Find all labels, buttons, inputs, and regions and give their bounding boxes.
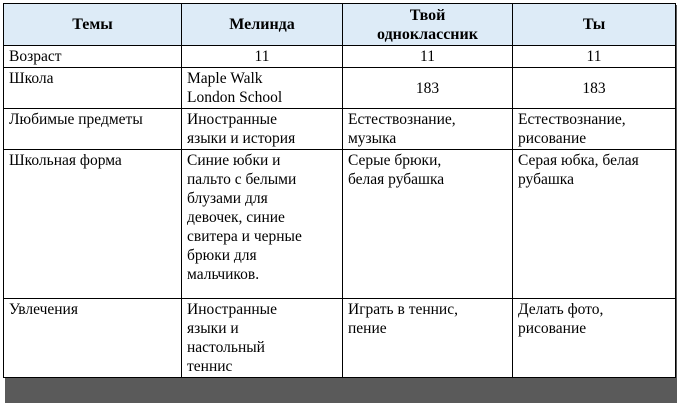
topic-cell: Школьная форма [4,150,182,299]
comparison-table [3,3,676,378]
classmate-cell: 11 [343,46,513,68]
comparison-table-container [3,3,676,378]
header-topics: Темы [4,4,182,46]
header-you: Ты [513,4,676,46]
table-row-school [4,68,676,109]
you-cell: Естествознание, рисование [513,109,676,150]
topic-cell: Школа [4,68,182,109]
topic-cell: Возраст [4,46,182,68]
table-row-favorite-subjects [4,109,676,150]
you-cell: 11 [513,46,676,68]
classmate-cell: Играть в теннис, пение [343,299,513,378]
you-cell: Делать фото, рисование [513,299,676,378]
table-row-school-uniform [4,150,676,299]
table-row-age [4,46,676,68]
header-classmate: Твой одноклассник [343,4,513,46]
classmate-cell: 183 [343,68,513,109]
melinda-cell: Maple Walk London School [182,68,343,109]
header-row [4,4,676,46]
you-cell: 183 [513,68,676,109]
melinda-cell: Иностранные языки и история [182,109,343,150]
topic-cell: Любимые предметы [4,109,182,150]
topic-cell: Увлечения [4,299,182,378]
table-row-hobbies [4,299,676,378]
classmate-cell: Серые брюки, белая рубашка [343,150,513,299]
melinda-cell: 11 [182,46,343,68]
melinda-cell: Иностранные языки и настольный теннис [182,299,343,378]
header-melinda: Мелинда [182,4,343,46]
classmate-cell: Естествознание, музыка [343,109,513,150]
you-cell: Серая юбка, белая рубашка [513,150,676,299]
melinda-cell: Синие юбки и пальто с белыми блузами для девочек, синие свитера и черные брюки для мальчиков. [182,150,343,299]
